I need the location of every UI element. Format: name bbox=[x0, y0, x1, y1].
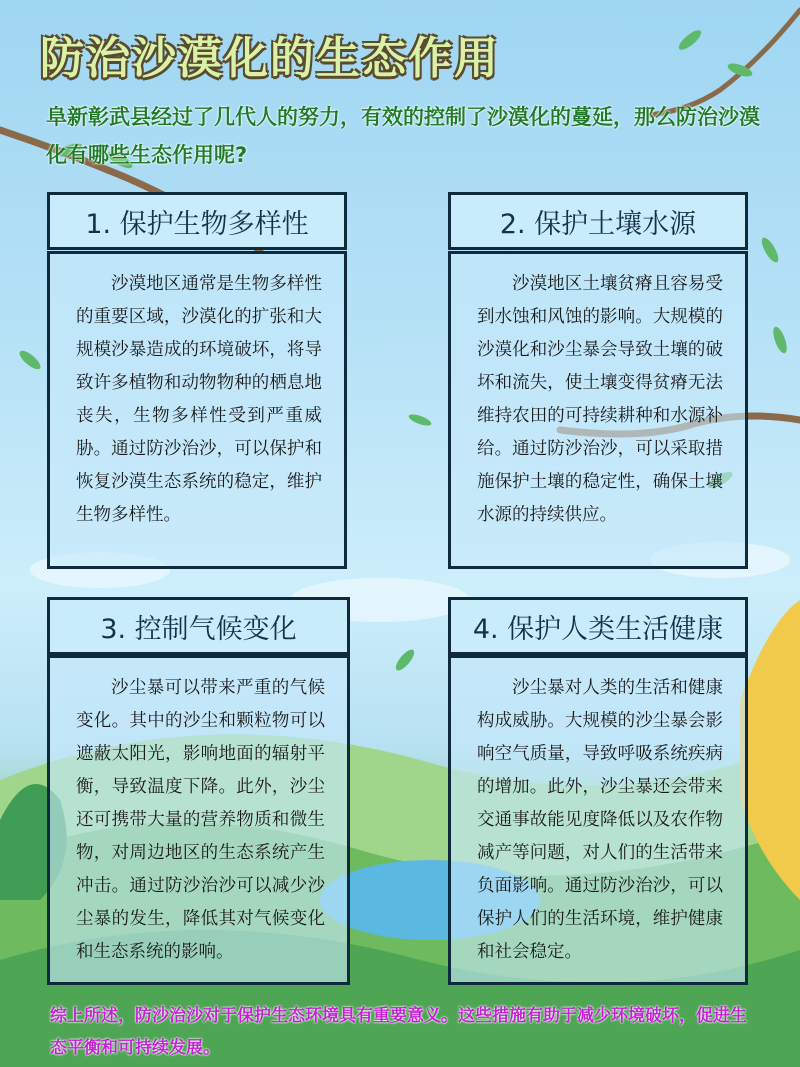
card-body-biodiversity: 沙漠地区通常是生物多样性的重要区域，沙漠化的扩张和大规模沙暴造成的环境破坏，将导致许多植物和动物物种的栖息地丧失，生物多样性受到严重威胁。通过防沙治沙，可以保护和恢复沙漠生态系统的稳定，维护生物多样性。 bbox=[47, 251, 347, 569]
summary-text: 综上所述，防沙治沙对于保护生态环境具有重要意义。这些措施有助于减少环境破坏，促进生态平衡和可持续发展。 bbox=[50, 1006, 747, 1058]
card-heading-soil-water: 2. 保护土壤水源 bbox=[448, 192, 748, 250]
card-body-climate: 沙尘暴可以带来严重的气候变化。其中的沙尘和颗粒物可以遮蔽太阳光，影响地面的辐射平衡，导致温度下降。此外，沙尘还可携带大量的营养物质和微生物，对周边地区的生态系统产生冲击。通过防沙治沙可以减少沙尘暴的发生，降低其对气候变化和生态系统的影响。 bbox=[47, 655, 350, 985]
card-body-health: 沙尘暴对人类的生活和健康构成威胁。大规模的沙尘暴会影响空气质量，导致呼吸系统疾病的增加。此外，沙尘暴还会带来交通事故能见度降低以及农作物减产等问题，对人们的生活带来负面影响。通过防沙治沙，可以保护人们的生活环境，维护健康和社会稳定。 bbox=[448, 655, 748, 985]
card-heading-biodiversity: 1. 保护生物多样性 bbox=[47, 192, 347, 250]
card-heading-health: 4. 保护人类生活健康 bbox=[448, 597, 748, 655]
page-title: 防治沙漠化的生态作用 bbox=[40, 33, 500, 84]
card-body-soil-water: 沙漠地区土壤贫瘠且容易受到水蚀和风蚀的影响。大规模的沙漠化和沙尘暴会导致土壤的破坏和流失，使土壤变得贫瘠无法维持农田的可持续耕种和水源补给。通过防沙治沙，可以采取措施保护土壤的稳定性，确保土壤水源的持续供应。 bbox=[448, 251, 748, 569]
card-heading-climate: 3. 控制气候变化 bbox=[47, 597, 350, 655]
intro-text: 阜新彰武县经过了几代人的努力，有效的控制了沙漠化的蔓延，那么防治沙漠化有哪些生态作用呢? bbox=[46, 105, 760, 167]
